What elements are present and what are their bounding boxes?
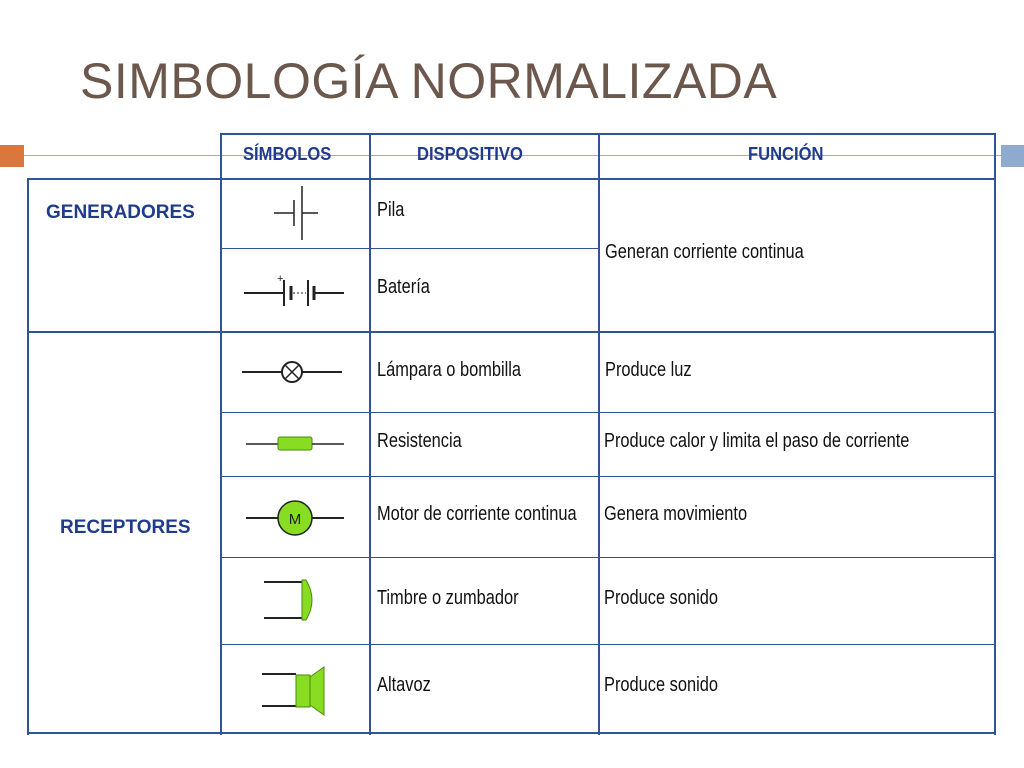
device-lampara: Lámpara o bombilla	[377, 359, 522, 381]
category-generators: GENERADORES	[46, 202, 195, 223]
battery-icon	[222, 250, 368, 331]
motor-icon	[222, 477, 368, 557]
device-pila: Pila	[377, 199, 405, 221]
device-altavoz: Altavoz	[377, 674, 431, 696]
speaker-icon	[222, 645, 368, 732]
resistor-icon	[222, 413, 368, 476]
header-symbols: SÍMBOLOS	[243, 144, 332, 164]
function-resistencia: Produce calor y limita el paso de corriente	[604, 430, 910, 452]
accent-square-right	[1001, 145, 1024, 167]
device-timbre: Timbre o zumbador	[377, 587, 519, 609]
cell-icon	[222, 180, 368, 248]
device-bateria: Batería	[377, 276, 430, 298]
motor-label: M	[288, 511, 302, 528]
device-motor: Motor de corriente continua	[377, 503, 577, 525]
function-altavoz: Produce sonido	[604, 674, 718, 696]
buzzer-icon	[222, 558, 368, 644]
battery-plus-sign: +	[277, 273, 284, 285]
device-resistencia: Resistencia	[377, 430, 462, 452]
accent-square-left	[0, 145, 24, 167]
category-receptors: RECEPTORES	[60, 517, 191, 538]
function-generators: Generan corriente continua	[605, 241, 804, 263]
function-motor: Genera movimiento	[604, 503, 748, 525]
header-device: DISPOSITIVO	[417, 144, 523, 164]
function-timbre: Produce sonido	[604, 587, 718, 609]
page-title: SIMBOLOGÍA NORMALIZADA	[80, 53, 778, 109]
function-lampara: Produce luz	[605, 359, 692, 381]
header-function: FUNCIÓN	[748, 144, 824, 164]
lamp-icon	[222, 333, 368, 412]
